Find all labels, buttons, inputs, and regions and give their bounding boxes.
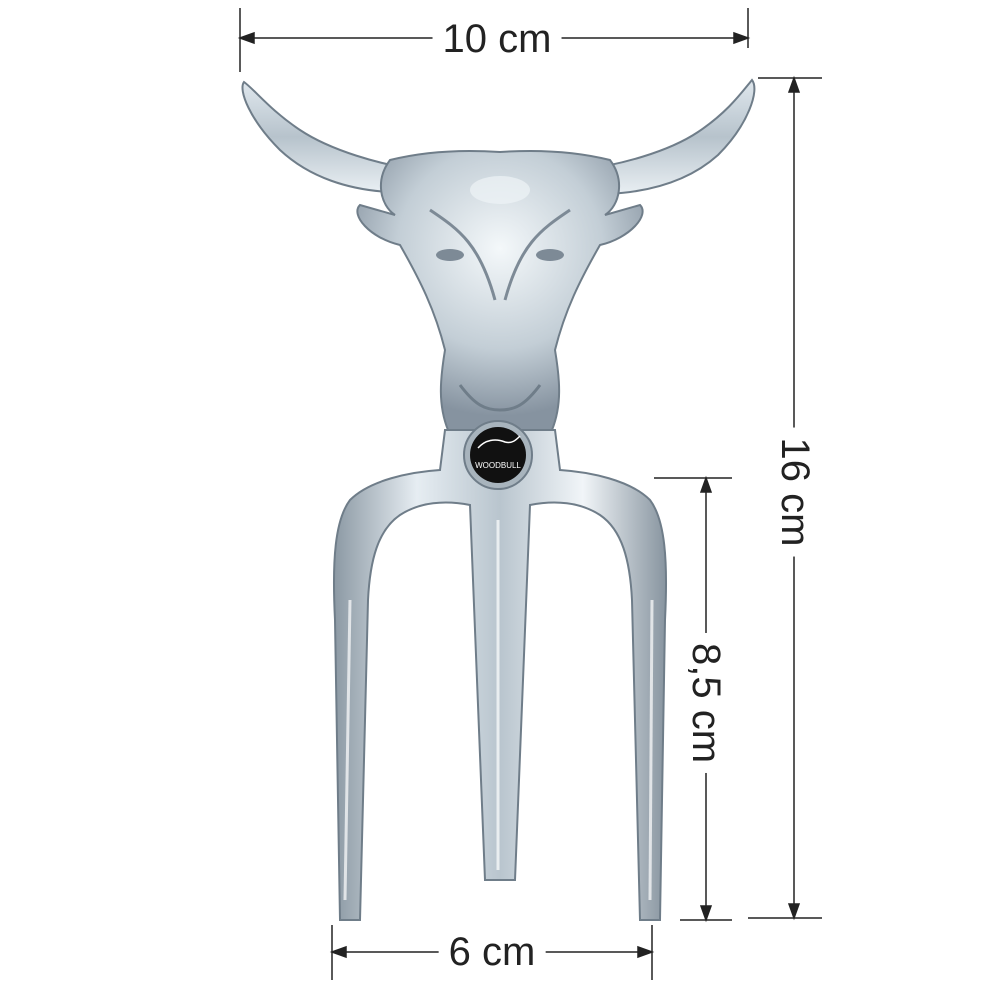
tine-span-label: 6 cm [439, 932, 546, 972]
left-eye-icon [436, 249, 464, 261]
forehead-highlight [470, 176, 530, 204]
right-tine-highlight [650, 600, 652, 900]
overall-width-label: 10 cm [433, 19, 562, 59]
right-eye-icon [536, 249, 564, 261]
tine-length-label: 8,5 cm [686, 633, 726, 773]
overall-height-label: 16 cm [775, 428, 815, 557]
woodbull-logo-badge [470, 427, 526, 483]
fork-base [334, 430, 666, 920]
badge-logo-text: WOODBULL [475, 461, 521, 470]
